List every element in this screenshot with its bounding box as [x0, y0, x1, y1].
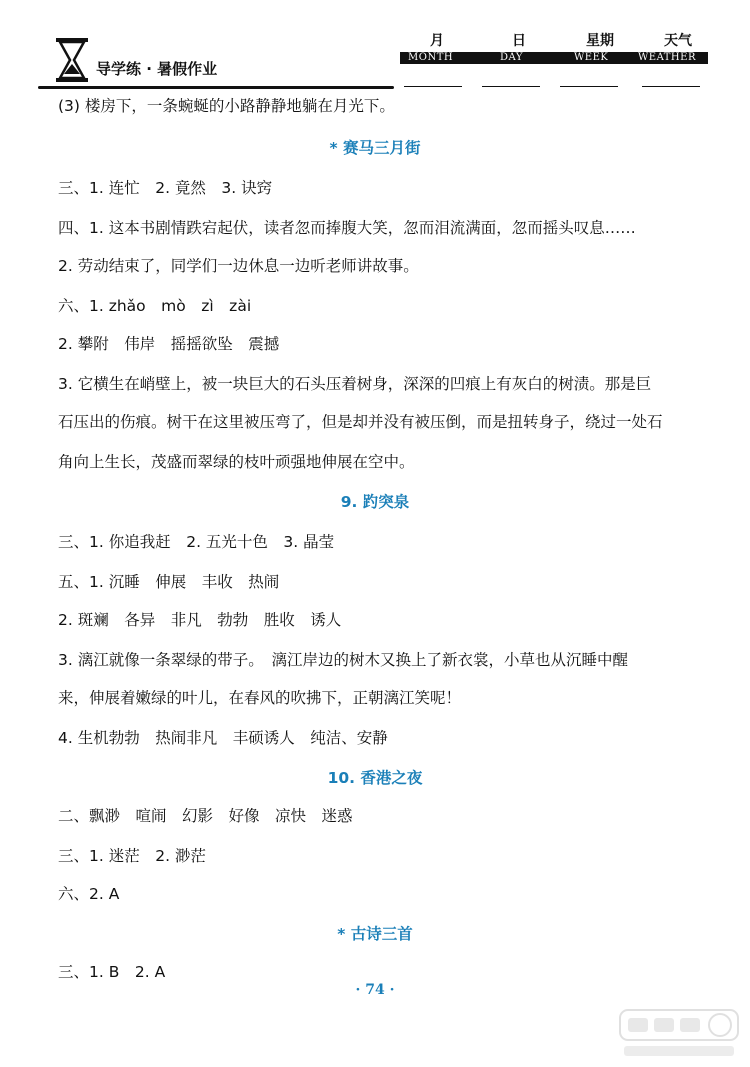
answer-line: 三、1. 你追我赶 2. 五光十色 3. 晶莹 [58, 533, 335, 551]
week-label: 星期 [586, 33, 614, 49]
page-number: · 74 · [355, 982, 395, 998]
answer-line: 3. 漓江就像一条翠绿的带子。 漓江岸边的树木又换上了新衣裳，小草也从沉睡中醒 [58, 651, 628, 669]
day-english: DAY [500, 52, 523, 63]
answer-line: (3) 楼房下，一条蜿蜒的小路静静地躺在月光下。 [58, 97, 395, 115]
section-heading: * 古诗三首 [337, 925, 413, 943]
section-heading: 10. 香港之夜 [327, 769, 423, 787]
answer-line: 四、1. 这本书剧情跌宕起伏，读者忽而捧腹大笑，忽而泪流满面，忽而摇头叹息…… [58, 219, 636, 237]
answer-line: 角向上生长，茂盛而翠绿的枝叶顽强地伸展在空中。 [58, 453, 415, 471]
answer-line: 三、1. 连忙 2. 竟然 3. 诀窍 [58, 179, 273, 197]
answer-line: 2. 攀附 伟岸 摇摇欲坠 震撼 [58, 335, 280, 353]
month-label: 月 [430, 33, 444, 49]
answer-line: 二、飘渺 喧闹 幻影 好像 凉快 迷惑 [58, 807, 353, 825]
weather-label: 天气 [664, 33, 692, 49]
month-english: MONTH [408, 52, 454, 63]
watermark-logo [618, 1006, 740, 1062]
weather-english: WEATHER [638, 52, 696, 63]
answer-line: 五、1. 沉睡 伸展 丰收 热闹 [58, 573, 280, 591]
answer-line: 来，伸展着嫩绿的叶儿，在春风的吹拂下，正朝漓江笑呢！ [58, 689, 462, 707]
brand-title: 导学练 · 暑假作业 [96, 60, 218, 78]
section-heading: 9. 趵突泉 [340, 493, 410, 511]
answer-line: 2. 劳动结束了，同学们一边休息一边听老师讲故事。 [58, 257, 419, 275]
answer-line: 2. 斑斓 各异 非凡 勃勃 胜收 诱人 [58, 611, 342, 629]
week-english: WEEK [574, 52, 609, 63]
answer-line: 3. 它横生在峭壁上，被一块巨大的石头压着树身，深深的凹痕上有灰白的树渍。那是巨 [58, 375, 652, 393]
day-label: 日 [512, 33, 526, 49]
answer-line: 三、1. 迷茫 2. 渺茫 [58, 847, 206, 865]
section-heading: * 赛马三月街 [329, 139, 421, 157]
answer-line: 4. 生机勃勃 热闹非凡 丰硕诱人 纯洁、安静 [58, 729, 388, 747]
answer-line: 三、1. B 2. A [58, 963, 166, 981]
answer-line: 石压出的伤痕。树干在这里被压弯了，但是却并没有被压倒，而是扭转身子，绕过一处石 [58, 413, 663, 431]
answer-line: 六、2. A [58, 885, 120, 903]
answer-line: 六、1. zhǎo mò zì zài [58, 297, 252, 315]
